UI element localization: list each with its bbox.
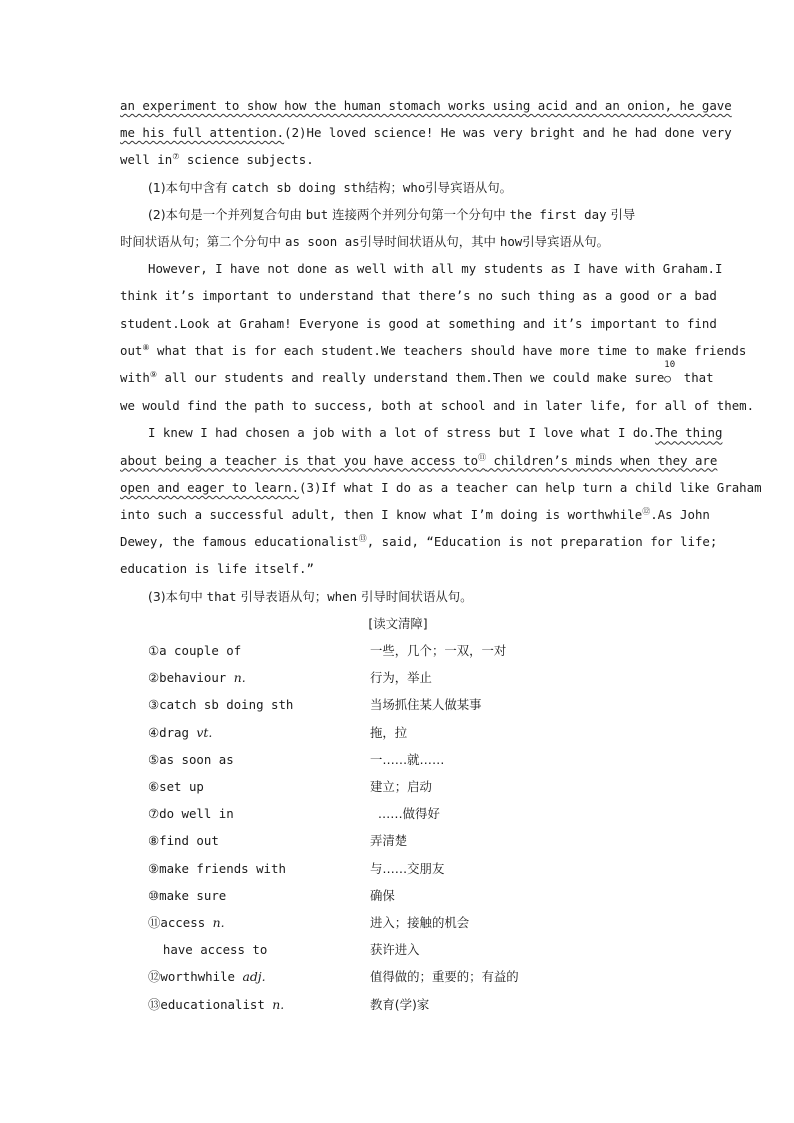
sentence-text: However, I have not done as well with all my students as I have with Graham.I [148, 261, 723, 277]
vocab-meaning: 与……交朋友 [370, 860, 445, 876]
sentence-text: I knew I had chosen a job with a lot of stress but I love what I do. [148, 425, 656, 441]
vocab-term: ②behaviour n. [148, 670, 246, 686]
underlined-sentence [120, 453, 717, 468]
vocab-item [120, 719, 676, 746]
vocab-part-of-speech: n. [233, 670, 246, 686]
vocab-item [120, 664, 676, 691]
sentence-text: think it’s important to understand that there’s no such thing as a good or a bad [120, 288, 717, 304]
vocab-item [120, 637, 676, 664]
document-page [120, 92, 762, 1018]
underlined-sentence: open and eager to learn. [120, 479, 300, 495]
vocab-term: have access to [148, 942, 268, 958]
sentence-text: , said, “Education is not preparation for life; [366, 534, 718, 550]
note-text: 引导宾语从句。 [522, 234, 610, 250]
vocab-item [120, 882, 676, 909]
vocab-term: ⑪access n. [148, 914, 225, 930]
sentence-text: what that is for each student.We teachers should have more time to make friends [149, 342, 747, 358]
note-term: how [499, 234, 523, 250]
text-line [120, 255, 723, 282]
note-text: 结构； [365, 179, 403, 195]
vocab-term: ③catch sb doing sth [148, 697, 294, 713]
vocab-meaning: 行为，举止 [370, 670, 432, 686]
sentence-text: all our students and really understand them.Then we could make sure [157, 370, 665, 386]
footnote-marker: ⑨ [149, 369, 158, 379]
sentence-text: (3)If what I do as a teacher can help turn a child like Graham [299, 479, 762, 495]
vocab-term: ⑩make sure [148, 887, 227, 903]
vocab-term: ⑫worthwhile adj. [148, 969, 266, 985]
vocab-term: ⑨make friends with [148, 860, 286, 876]
underlined-sentence: an experiment to show how the human stomach works using acid and an onion, he gave [120, 98, 732, 113]
note-text: 引导宾语从句。 [425, 179, 513, 195]
vocab-term: ⑤as soon as [148, 751, 234, 767]
vocab-meaning: 确保 [370, 887, 395, 903]
analysis-note-2 [120, 201, 676, 228]
sentence-text: (2)He loved science! He was very bright and he had done very [284, 125, 732, 141]
vocab-item [120, 746, 676, 773]
text-line [120, 337, 747, 364]
note-term: but [305, 206, 329, 222]
vocab-item [120, 909, 676, 936]
sentence-text: into such a successful adult, then I know what I’m doing is worthwhile [120, 507, 643, 523]
text-line [120, 447, 718, 474]
underlined-sentence: me his full attention. [120, 125, 285, 141]
text-line [120, 555, 676, 582]
text-line [120, 501, 710, 528]
vocab-item [120, 800, 676, 827]
sentence-text: with [120, 370, 150, 386]
footnote-marker: ⑧ [142, 342, 150, 352]
note-term: the first day [509, 206, 607, 222]
vocab-part-of-speech: adj. [242, 969, 266, 985]
vocab-item [120, 963, 676, 990]
sentence-text: that [676, 370, 714, 386]
vocab-term: ⑦do well in [148, 806, 234, 822]
vocab-meaning: ……做得好 [370, 806, 440, 822]
vocab-meaning: 一些，几个；一双，一对 [370, 643, 507, 659]
note-text: 引导 [606, 206, 636, 222]
text-line [120, 282, 717, 309]
footnote-marker: ⑪ [478, 452, 487, 462]
text-line [120, 392, 755, 419]
vocab-list [120, 637, 676, 1018]
sentence-text: .As John [650, 507, 710, 523]
analysis-note-2-cont [120, 228, 676, 255]
vocab-meaning: 建立；启动 [370, 779, 432, 794]
underlined-sentence: The thing [655, 425, 723, 441]
footnote-circle: ○ [664, 372, 671, 386]
vocab-term: ⑧find out [148, 833, 219, 849]
vocab-section-title: [读文清障] [368, 615, 428, 631]
vocab-term: ①a couple of [148, 643, 242, 659]
note-text: (1)本句中含有 [148, 179, 232, 195]
vocab-meaning: 当场抓住某人做某事 [370, 697, 482, 713]
text-line [120, 360, 714, 392]
text-line [120, 146, 676, 173]
footnote-number: 10 [664, 360, 676, 371]
text-line [120, 528, 718, 555]
vocab-meaning: 一……就…… [370, 751, 445, 767]
sentence-text: children’s minds when they are [486, 452, 718, 468]
note-text: 连接两个并列分句第一个分句中 [328, 206, 510, 222]
vocab-part-of-speech: n. [212, 914, 225, 930]
note-term: as soon as [285, 234, 360, 250]
footnote-marker-10 [664, 360, 676, 392]
vocab-item [120, 691, 676, 718]
note-text: 时间状语从句；第二个分句中 [120, 234, 286, 250]
note-term: catch sb doing sth [231, 179, 366, 195]
vocab-item [120, 991, 676, 1018]
sentence-text: Dewey, the famous educationalist [120, 534, 359, 550]
footnote-marker: ⑫ [642, 506, 651, 516]
sentence-text: student.Look at Graham! Everyone is good at something and it’s important to find [120, 315, 717, 331]
sentence-text: science subjects. [179, 152, 314, 168]
text-line [120, 92, 732, 119]
vocab-meaning: 拖，拉 [370, 724, 408, 740]
vocab-term: ④drag vt. [148, 724, 213, 740]
vocab-meaning: 弄清楚 [370, 833, 408, 849]
vocab-item [120, 827, 676, 854]
vocab-meaning: 获许进入 [370, 942, 420, 958]
vocab-term: ⑬educationalist n. [148, 996, 285, 1012]
vocab-part-of-speech: vt. [196, 724, 213, 740]
analysis-note-3 [120, 583, 676, 610]
sentence-text: we would find the path to success, both at school and in later life, for all of them. [120, 398, 755, 414]
note-text: (3)本句中 [148, 588, 207, 604]
vocab-part-of-speech: n. [272, 996, 285, 1012]
footnote-marker: ⑬ [358, 534, 367, 544]
vocab-item [120, 936, 676, 963]
note-text: 引导时间状语从句，其中 [359, 234, 500, 250]
text-line [120, 119, 732, 146]
note-term: when [327, 588, 358, 604]
note-text: 引导时间状语从句。 [357, 588, 473, 604]
vocab-meaning: 进入；接触的机会 [370, 914, 470, 930]
note-term: who [402, 179, 426, 195]
vocab-item [120, 855, 676, 882]
vocab-item [120, 773, 676, 800]
analysis-note-1 [120, 174, 676, 201]
sentence-text: out [120, 342, 143, 358]
text-line [120, 419, 723, 446]
vocab-meaning: 值得做的；重要的；有益的 [370, 969, 519, 985]
note-text: 引导表语从句； [236, 588, 328, 604]
note-text: (2)本句是一个并列复合句由 [148, 206, 306, 222]
vocab-meaning: 教育(学)家 [370, 996, 430, 1012]
sentence-text: well in [120, 152, 173, 168]
vocab-term: ⑥set up [148, 779, 204, 794]
text-line [120, 474, 762, 501]
footnote-marker: ⑦ [172, 152, 180, 162]
sentence-text: about being a teacher is that you have access to [120, 452, 479, 468]
note-term: that [206, 588, 237, 604]
text-line [120, 310, 717, 337]
sentence-text: education is life itself.” [120, 561, 314, 577]
